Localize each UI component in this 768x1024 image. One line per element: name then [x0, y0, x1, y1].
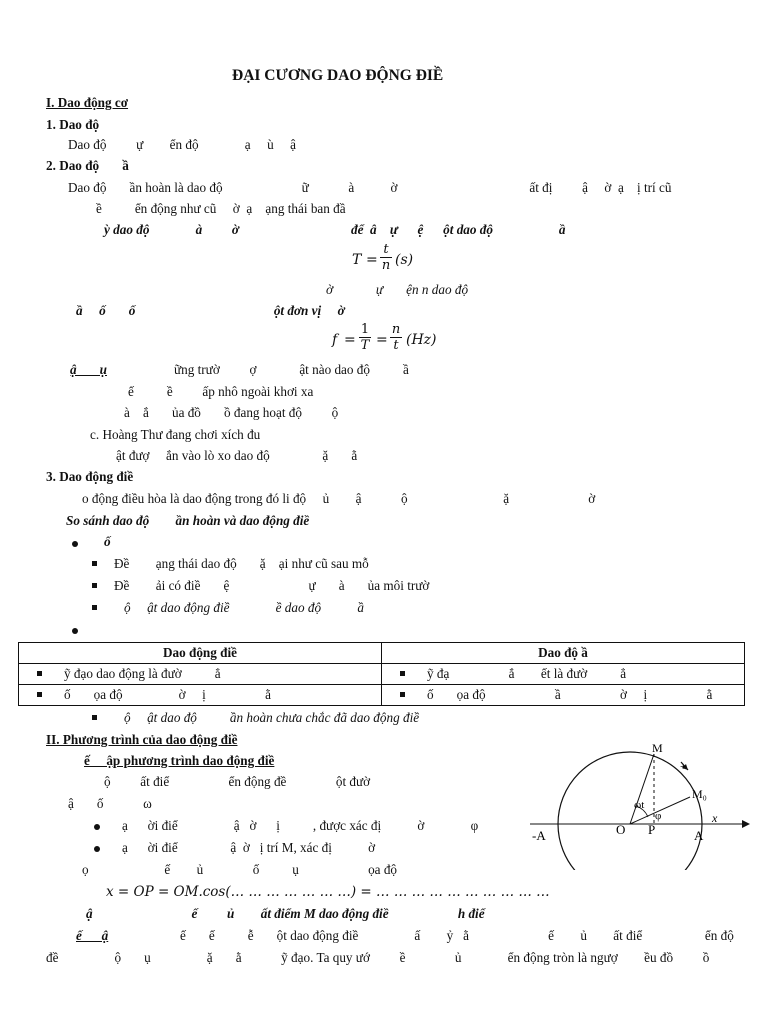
section-2-bullet-1: ạ ời điể ậ ờ ị , được xác đị ờ φ	[122, 818, 479, 833]
period-fraction	[380, 242, 392, 273]
periodic-definition-line-2: ề ển động như cũ ờ ạ ạng thái ban đầ	[96, 201, 346, 216]
table-header-row	[19, 643, 745, 664]
frequency-fraction-1	[359, 322, 371, 353]
frequency-denominator-1: T	[360, 338, 370, 353]
frequency-denominator-2: t	[390, 337, 402, 353]
similarity-item-3: ộ ật dao động điề ề dao độ ầ	[124, 600, 364, 615]
frequency-definition-line: ầ ố ố ột đơn vị ờ	[76, 303, 345, 318]
periodic-definition-line-1: Dao độ ần hoàn là dao độ ữ à ờ ất đị ậ ờ ạ ị trí cũ	[68, 180, 672, 195]
equals-sign: =	[366, 252, 378, 268]
frequency-numerator-2: n	[391, 322, 401, 337]
frequency-fraction-2	[390, 322, 402, 353]
label-phi: φ	[655, 810, 662, 822]
section-2-line-5: ế ế ễ ột dao động điề ấ ỷ ằ ế ủ ất điể ển độ	[180, 928, 734, 943]
example-b: à ắ ủa đồ ồ đang hoạt độ ộ	[124, 405, 339, 420]
table-header-cell: Dao động điề	[19, 643, 382, 664]
subsection-1-heading: 1. Dao độ	[46, 117, 100, 132]
section-2-line-6: đề ộ ụ ặ ằ ỹ đạo. Ta quy ướ ề ủ ển động tròn là ngượ ều đồ ồ	[46, 950, 710, 965]
equals-sign: =	[376, 332, 388, 348]
page-title: ĐẠI CƯƠNG DAO ĐỘNG ĐIỀ	[232, 67, 444, 84]
frequency-unit: (Hz)	[406, 332, 437, 348]
bullet-dot	[94, 846, 100, 852]
period-symbol: T	[352, 252, 362, 268]
note-label: ế ậ	[76, 928, 109, 943]
frequency-symbol: f	[332, 332, 338, 348]
table-header-cell: Dao độ ầ	[382, 643, 745, 664]
table-cell-text: ố ọa độ ờ ị ằ	[64, 687, 271, 702]
table-cell	[19, 685, 382, 706]
bullet-square	[400, 692, 405, 697]
label-plus: +	[680, 761, 687, 773]
bullet-square	[37, 692, 42, 697]
table-row	[19, 664, 745, 685]
section-2-bullet-2: ạ ời điể ậ ờ ị trí M, xác đị ờ	[122, 840, 376, 855]
vector-OM	[630, 754, 654, 824]
label-M: M	[652, 741, 663, 755]
period-numerator: t	[383, 242, 389, 257]
table-cell-text: ố ọa độ ầ ờ ị ằ	[427, 687, 713, 702]
bullet-square	[92, 561, 97, 566]
example-d: ật đượ ắn vào lò xo dao độ ặ ằ	[116, 448, 358, 463]
period-note-line: ờ ự ện n dao độ	[326, 282, 469, 297]
section-2-line-1: ộ ất điể ển động đề ột đườ	[104, 774, 371, 789]
bullet-square	[92, 715, 97, 720]
section-1-heading: I. Dao động cơ	[46, 95, 129, 110]
label-A: A	[694, 828, 704, 843]
label-O: O	[616, 822, 626, 837]
section-2-heading: II. Phương trình của dao động điề	[46, 732, 238, 747]
period-denominator: n	[381, 258, 391, 273]
subsection-1-line: Dao độ ự ển độ ạ ù ậ	[68, 137, 297, 152]
table-cell-text: ỹ đạo dao động là đườ ẳ	[64, 666, 221, 681]
frequency-formula	[332, 322, 452, 358]
subsection-2-heading: 2. Dao độ ầ	[46, 158, 129, 173]
table-cell	[19, 664, 382, 685]
section-2-line-4: ậ ế ủ ất điểm M dao động điề h điể	[86, 906, 485, 921]
bullet-square	[92, 583, 97, 588]
table-cell-text: ỹ đạ ắ ết là đườ ẳ	[427, 666, 627, 681]
x-axis-arrow	[742, 820, 750, 828]
similarity-item-2: Đề ải có điề ệ ự à ủa môi trườ	[114, 578, 430, 593]
label-P: P	[648, 822, 656, 837]
comparison-table	[18, 642, 745, 706]
subsection-3-heading: 3. Dao động điề	[46, 469, 134, 484]
label-M0: M₀	[692, 787, 707, 801]
period-formula	[352, 242, 432, 278]
harmonic-definition-line: o động điều hòa là dao động trong đó li độ ủ ậ ộ ặ ờ	[82, 491, 596, 506]
comparison-heading: So sánh dao độ ần hoàn và dao động điề	[66, 513, 310, 528]
bullet-square	[37, 671, 42, 676]
example-a: ế ề ấp nhô ngoài khơi xa	[128, 384, 314, 399]
coordinate-equation: x = OP = OM.cos(… … … … … … …) = … … … … … … … … … …	[106, 884, 550, 900]
period-definition-line: ỳ dao độ à ờ để â ự ệ ột dao độ ầ	[104, 222, 566, 237]
period-unit: (s)	[395, 252, 414, 268]
frequency-numerator-1: 1	[360, 322, 370, 337]
after-table-note: ộ ật dao độ ần hoàn chưa chắc đã dao động điề	[124, 710, 420, 725]
table-cell	[382, 664, 745, 685]
rotating-vector-diagram	[530, 740, 760, 870]
example-question: ững trườ ợ ật nào dao độ ầ	[174, 362, 409, 377]
bullet-square	[92, 605, 97, 610]
label-omega-t: ωt	[634, 799, 645, 811]
example-c: c. Hoàng Thư đang chơi xích đu	[90, 427, 261, 442]
bullet-square	[400, 671, 405, 676]
label-minus-A: -A	[532, 828, 546, 843]
similarity-item-1: Đề ạng thái dao độ ặ ại như cũ sau mỗ	[114, 556, 369, 571]
equals-sign: =	[344, 332, 356, 348]
section-2-line-2: ậ ố ω	[68, 796, 152, 811]
label-x: x	[712, 811, 718, 825]
section-2-subheading: ế ập phương trình dao động điề	[84, 753, 275, 768]
example-label: ậ ụ	[70, 362, 108, 377]
table-cell	[382, 685, 745, 706]
similarity-heading: ố	[104, 534, 111, 549]
bullet-dot	[94, 824, 100, 830]
bullet-dot	[72, 628, 78, 634]
section-2-line-3: ọ ế ủ ố ụ ọa độ	[82, 862, 398, 877]
table-row	[19, 685, 745, 706]
bullet-dot	[72, 541, 78, 547]
